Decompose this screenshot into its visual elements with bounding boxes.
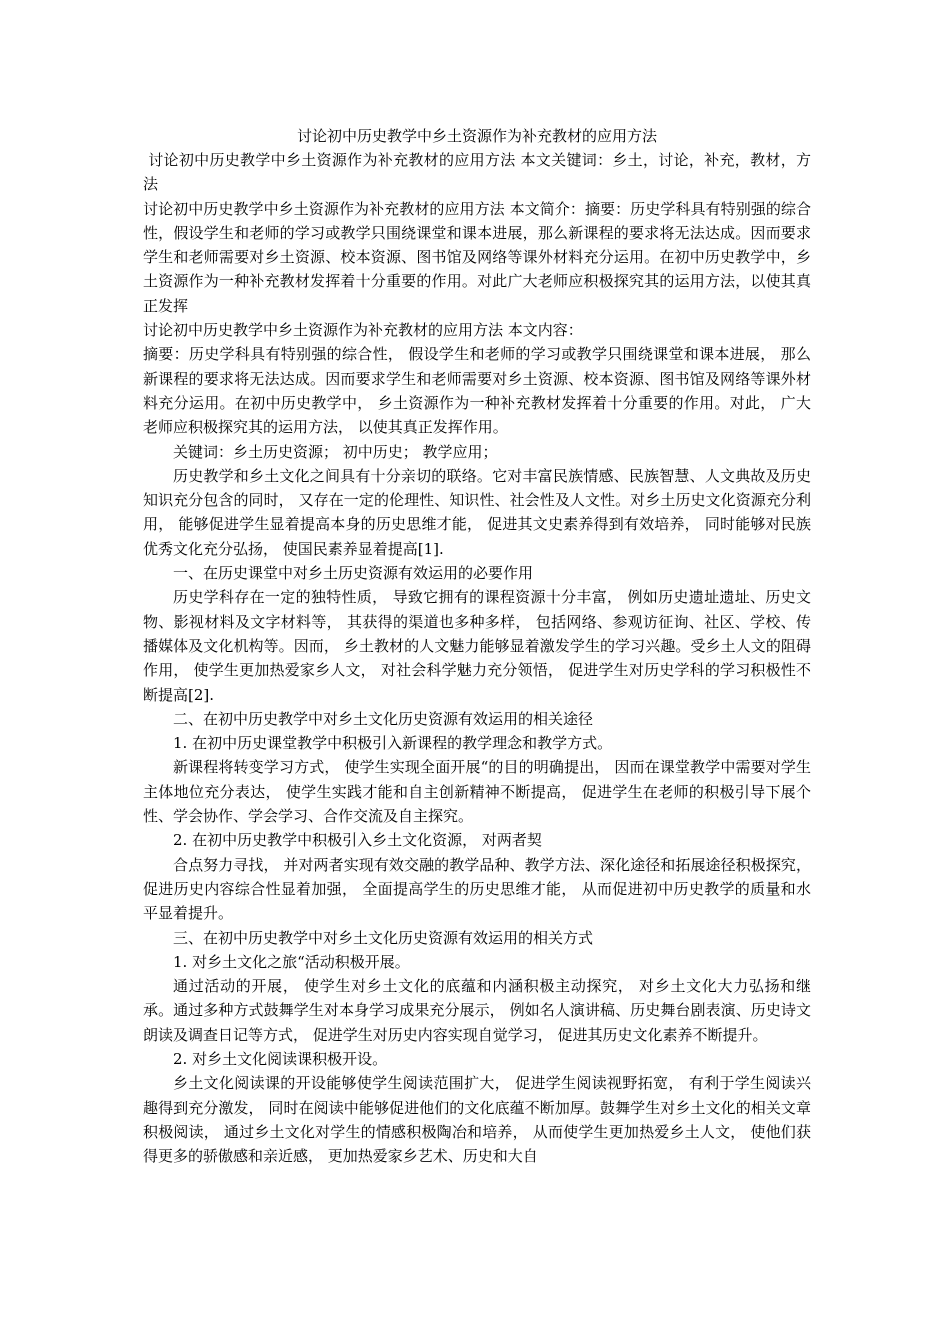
subsection-heading: 2. 在初中历史教学中积极引入乡土文化资源， 对两者契 bbox=[173, 831, 542, 850]
section-heading: 二、在初中历史教学中对乡土文化历史资源有效运用的相关途径 bbox=[173, 709, 594, 728]
body-paragraph: 通过活动的开展， 使学生对乡土文化的底蕴和内涵积极主动探究， 对乡土文化大力弘扬和继承。通过多种方式鼓舞学生对本身学习成果充分展示， 例如名人演讲稿、历史舞台剧表演、历史诗文朗读及调查日记等方式， 促进学生对历史内容实现自觉学习， 促进其历史文化素养不断提升。 bbox=[143, 977, 811, 1044]
document-body bbox=[143, 124, 811, 1168]
body-paragraph: 乡土文化阅读课的开设能够使学生阅读范围扩大， 促进学生阅读视野拓宽， 有利于学生阅读兴趣得到充分激发， 同时在阅读中能够促进他们的文化底蕴不断加厚。鼓舞学生对乡土文化的相关文章积极阅读， 通过乡土文化对学生的情感积极陶冶和培养， 从而使学生更加热爱乡土人文， 使他们获得更多的骄傲感和亲近感， 更加热爱家乡艺术、历史和大自 bbox=[143, 1074, 811, 1166]
section-heading: 一、在历史课堂中对乡土历史资源有效运用的必要作用 bbox=[173, 564, 534, 583]
body-paragraph: 合点努力寻找， 并对两者实现有效交融的教学品种、教学方法、深化途径和拓展途径积极探究， 促进历史内容综合性显着加强， 全面提高学生的历史思维才能， 从而促进初中历史教学的质量和水平显着提升。 bbox=[143, 855, 811, 923]
document-title: 讨论初中历史教学中乡土资源作为补充教材的应用方法 bbox=[296, 127, 657, 145]
body-paragraph: 历史学科存在一定的独特性质， 导致它拥有的课程资源十分丰富， 例如历史遗址遗址、历史文物、影视材料及文字材料等， 其获得的渠道也多种多样， 包括网络、参观访征询、社区、学校、传播媒体及文化机构等。因而， 乡土教材的人文魅力能够显着激发学生的学习兴趣。受乡土人文的阻碍作用， 使学生更加热爱家乡人文， 对社会科学魅力充分领悟， 促进学生对历史学科的学习积极性不断提高[2]. bbox=[143, 588, 811, 704]
body-paragraph: 新课程将转变学习方式， 使学生实现全面开展“的目的明确提出， 因而在课堂教学中需要对学生主体地位充分表达， 使学生实践才能和自主创新精神不断提高， 促进学生在老师的积极引导下展个性、学会协作、学会学习、合作交流及自主探究。 bbox=[143, 758, 811, 826]
body-paragraph: 历史教学和乡土文化之间具有十分亲切的联络。它对丰富民族情感、民族智慧、人文典故及历史知识充分包含的同时， 又存在一定的伦理性、知识性、社会性及人文性。对乡土历史文化资源充分利用， 能够促进学生显着提高本身的历史思维才能， 促进其文史素养得到有效培养， 同时能够对民族优秀文化充分弘扬， 使国民素养显着提高[1]. bbox=[143, 466, 811, 558]
keywords-line: 讨论初中历史教学中乡土资源作为补充教材的应用方法 本文关键词：乡土，讨论，补充，教材，方法 bbox=[143, 151, 811, 194]
keywords-paragraph: 关键词：乡土历史资源； 初中历史； 教学应用； bbox=[173, 442, 498, 461]
intro-line: 讨论初中历史教学中乡土资源作为补充教材的应用方法 本文简介：摘要：历史学科具有特别强的综合性，假设学生和老师的学习或教学只围绕课堂和课本进展，那么新课程的要求将无法达成。因而要求学生和老师需要对乡土资源、校本资源、图书馆及网络等课外材料充分运用。在初中历史教学中，乡土资源作为一种补充教材发挥着十分重要的作用。对此广大老师应积极探究其的运用方法，以使其真正发挥 bbox=[143, 199, 811, 315]
subsection-heading: 2. 对乡土文化阅读课积极开设。 bbox=[173, 1049, 388, 1068]
subsection-heading: 1. 对乡土文化之旅“活动积极开展。 bbox=[173, 952, 410, 971]
content-line: 讨论初中历史教学中乡土资源作为补充教材的应用方法 本文内容： bbox=[143, 321, 583, 340]
subsection-heading: 1. 在初中历史课堂教学中积极引入新课程的教学理念和教学方式。 bbox=[173, 734, 613, 753]
abstract-paragraph: 摘要：历史学科具有特别强的综合性， 假设学生和老师的学习或教学只围绕课堂和课本进展， 那么新课程的要求将无法达成。因而要求学生和老师需要对乡土资源、校本资源、图书馆及网络等课外材料充分运用。在初中历史教学中， 乡土资源作为一种补充教材发挥着十分重要的作用。对此， 广大老师应积极探究其的运用方法， 以使其真正发挥作用。 bbox=[143, 345, 811, 437]
section-heading: 三、在初中历史教学中对乡土文化历史资源有效运用的相关方式 bbox=[173, 928, 594, 947]
